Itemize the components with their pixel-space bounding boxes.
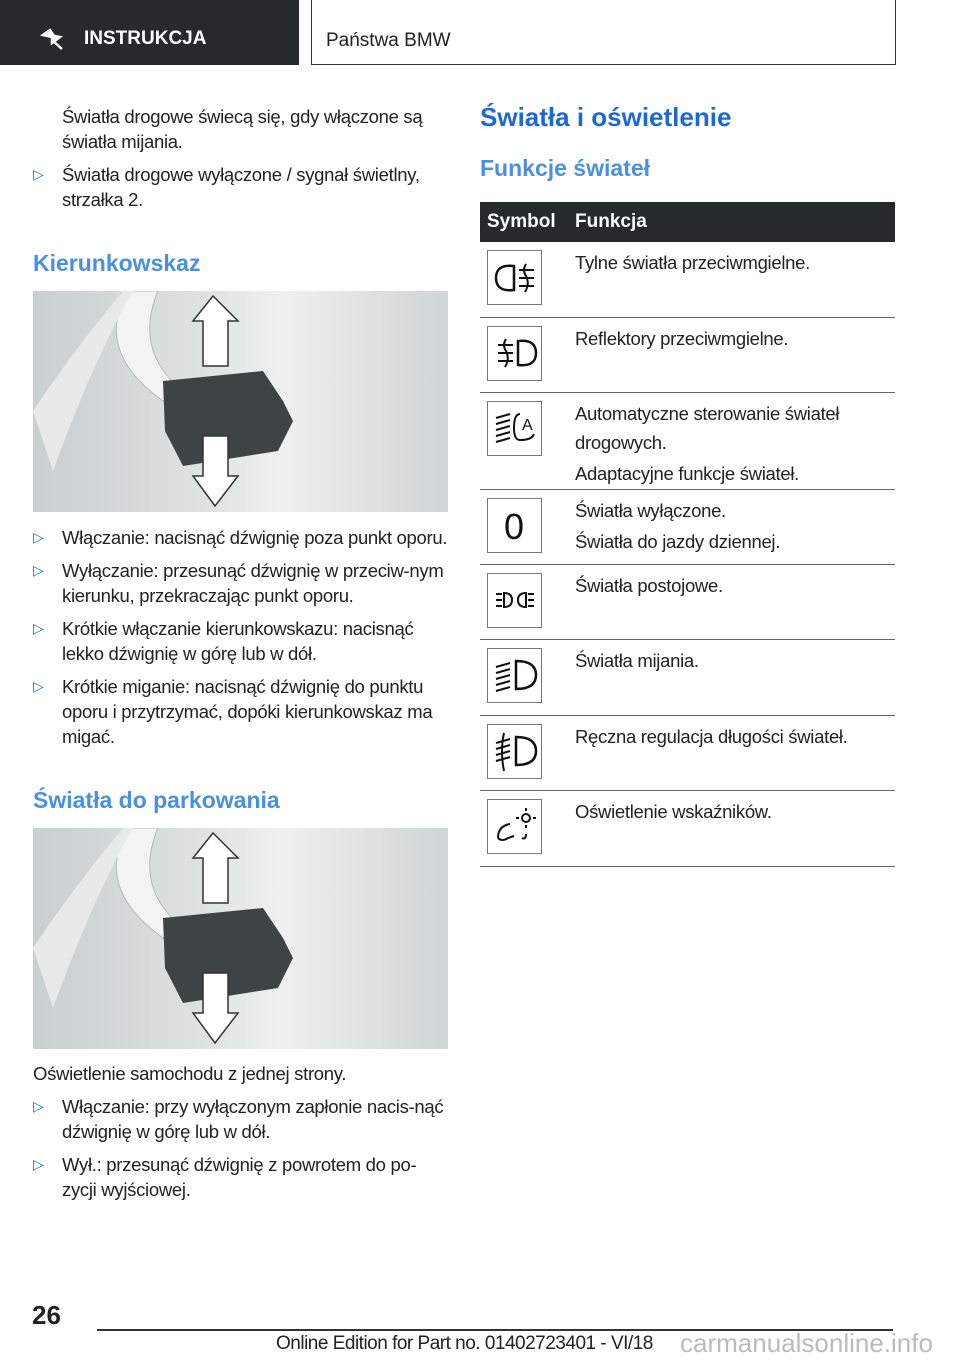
- svg-text:0: 0: [503, 506, 524, 547]
- list-item: ▷ Wył.: przesunąć dźwignię z powrotem do po-zycji wyjściowej.: [33, 1152, 448, 1202]
- parking-lights-icon: [487, 573, 542, 628]
- headlight-range-icon: [487, 724, 542, 779]
- auto-high-beam-icon: [487, 401, 542, 456]
- light-functions-table: [480, 202, 895, 867]
- table-row: [480, 392, 895, 489]
- tab-vehicle[interactable]: [311, 0, 896, 65]
- list-item: ▷ Włączanie: przy wyłączonym zapłonie nacis-nąć dźwignię w górę lub w dół.: [33, 1094, 448, 1144]
- function-text: Reflektory przeciwmgielne.: [575, 327, 789, 349]
- right-column: [480, 102, 895, 867]
- tab-manual-label: INSTRUKCJA: [84, 27, 207, 49]
- rear-fog-light-icon: [487, 250, 542, 305]
- turn-signal-lever-image: [33, 291, 448, 512]
- col-function: Funkcja: [568, 202, 895, 242]
- function-text: Adaptacyjne funkcje świateł.: [575, 462, 800, 484]
- tab-vehicle-label: Państwa BMW: [326, 30, 451, 51]
- svg-text:A: A: [521, 417, 532, 434]
- table-row: [480, 564, 895, 639]
- function-text: Światła postojowe.: [575, 574, 723, 596]
- parking-text: Oświetlenie samochodu z jednej strony.: [33, 1063, 347, 1084]
- list-item: ▷ Krótkie miganie: nacisnąć dźwignię do punktu oporu i przytrzymać, dopóki kierunkowskaz ma migać.: [33, 674, 448, 749]
- list-item: ▷ Światła drogowe wyłączone / sygnał świetlny, strzałka 2.: [33, 162, 448, 212]
- left-column: [33, 104, 448, 1210]
- function-text: Światła mijania.: [575, 649, 699, 671]
- function-text: Oświetlenie wskaźników.: [575, 800, 772, 822]
- function-text: Światła do jazdy dziennej.: [575, 530, 781, 552]
- pin-icon: [40, 28, 66, 50]
- function-text: Automatyczne sterowanie świateł drogowych.: [575, 402, 840, 453]
- table-row: [480, 242, 895, 317]
- edition-text: Online Edition for Part no. 01402723401 - VI/18: [276, 1333, 653, 1354]
- intro-text: Światła drogowe świecą się, gdy włączone są światła mijania.: [62, 106, 423, 152]
- col-symbol: Symbol: [480, 202, 568, 242]
- watermark: carmanualsonline.info: [680, 1328, 933, 1358]
- table-row: [480, 639, 895, 715]
- low-beam-icon: [487, 648, 542, 703]
- turn-signal-heading: Kierunkowskaz: [33, 250, 201, 276]
- lights-off-icon: [487, 498, 542, 553]
- list-item: ▷ Włączanie: nacisnąć dźwignię poza punkt oporu.: [33, 525, 448, 550]
- tab-manual[interactable]: [0, 0, 299, 65]
- function-text: Światła wyłączone.: [575, 499, 726, 521]
- parking-lights-heading: Światła do parkowania: [33, 787, 280, 813]
- table-row: [480, 790, 895, 866]
- instrument-lighting-icon: [487, 799, 542, 854]
- function-text: Tylne światła przeciwmgielne.: [575, 252, 810, 273]
- table-row: [480, 489, 895, 564]
- parking-lever-image: [33, 828, 448, 1049]
- list-item: ▷ Wyłączanie: przesunąć dźwignię w przeciw-nym kierunku, przekraczając punkt oporu.: [33, 558, 448, 608]
- front-fog-light-icon: [487, 326, 542, 381]
- section-subtitle: Funkcje świateł: [480, 155, 651, 181]
- table-row: [480, 317, 895, 392]
- list-item: ▷ Krótkie włączanie kierunkowskazu: nacisnąć lekko dźwignię w górę lub w dół.: [33, 616, 448, 666]
- function-text: Ręczna regulacja długości świateł.: [575, 725, 848, 747]
- table-row: [480, 715, 895, 790]
- page-number: 26: [32, 1300, 61, 1330]
- section-title: Światła i oświetlenie: [480, 102, 732, 132]
